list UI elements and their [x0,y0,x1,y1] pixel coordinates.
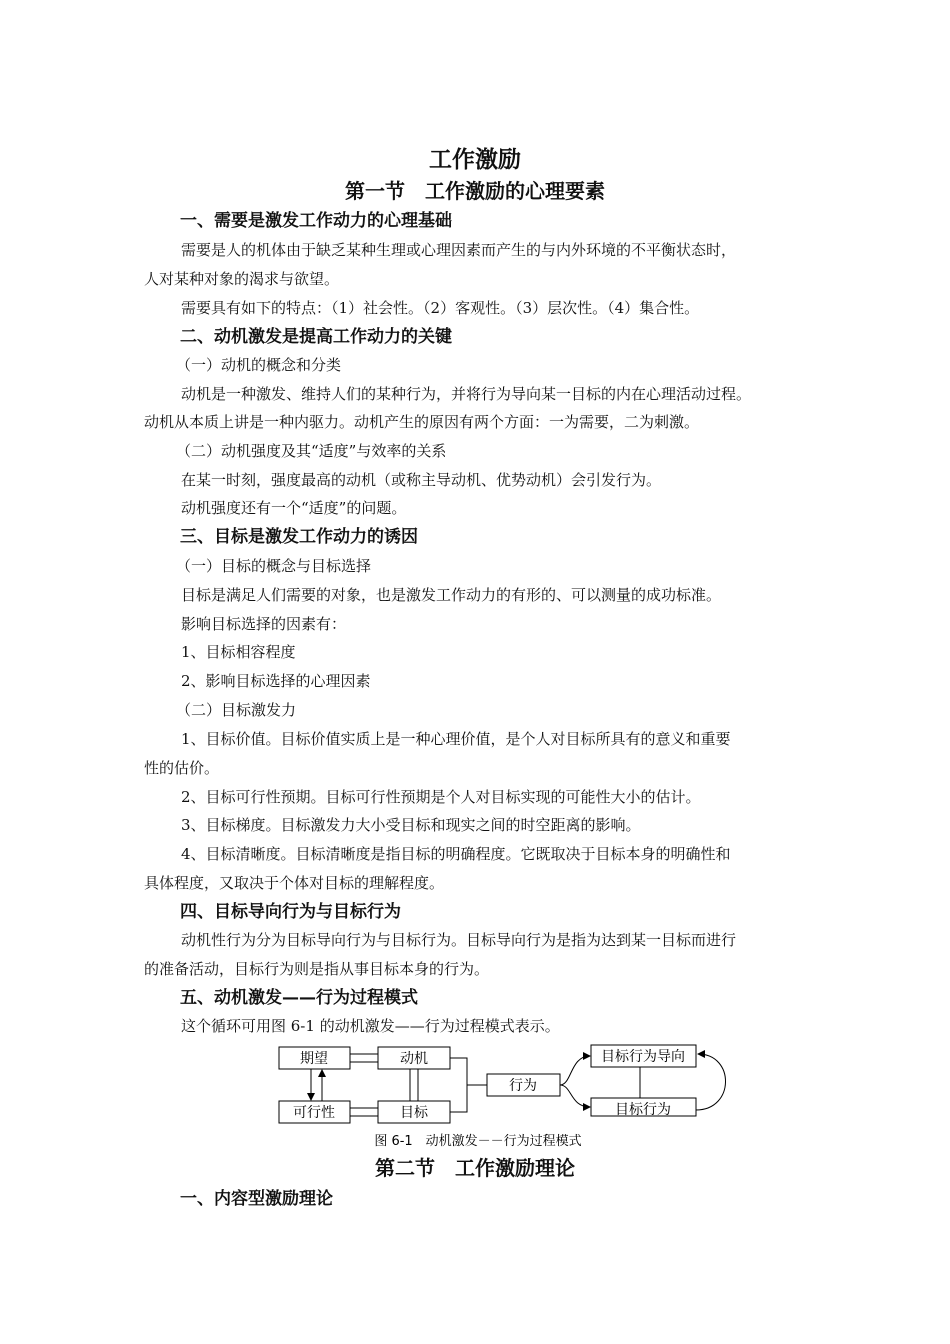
box-motive [378,1047,450,1069]
paragraph-8: 1、目标相容程度 [181,643,296,661]
paragraph-13-line-2: 具体程度，又取决于个体对目标的理解程度。 [144,874,445,892]
paragraph-12: 3、目标梯度。目标激发力大小受目标和现实之间的时空距离的影响。 [181,816,641,834]
heading-5: 五、动机激发——行为过程模式 [180,988,418,1008]
box-goal-behavior-label: 目标行为 [615,1102,671,1118]
paragraph-9: 2、影响目标选择的心理因素 [181,672,371,690]
box-expect [279,1047,350,1069]
paragraph-7: 影响目标选择的因素有： [181,615,347,633]
box-goal-directed [591,1045,696,1067]
section-2-title: 第二节 工作激励理论 [375,1156,575,1180]
box-motive-label: 动机 [400,1051,428,1067]
document-title: 工作激励 [429,147,521,173]
box-behavior [487,1074,560,1096]
box-feasible [279,1101,350,1123]
paragraph-3-line-1: 动机是一种激发、维持人们的某种行为，并将行为导向某一目标的内在心理活动过程。 [181,385,752,403]
heading-6: 一、内容型激励理论 [180,1189,333,1209]
subheading-4: （二）目标激发力 [176,701,297,719]
paragraph-6: 目标是满足人们需要的对象，也是激发工作动力的有形的、可以测量的成功标准。 [181,586,722,604]
paragraph-14-line-1: 动机性行为分为目标导向行为与目标行为。目标导向行为是指为达到某一目标而进行 [181,931,737,949]
paragraph-10-line-2: 性的估价。 [144,759,220,777]
paragraph-4: 在某一时刻，强度最高的动机（或称主导动机、优势动机）会引发行为。 [181,471,662,489]
paragraph-15: 这个循环可用图 6-1 的动机激发——行为过程模式表示。 [181,1017,560,1035]
box-behavior-label: 行为 [509,1078,537,1094]
paragraph-3-line-2: 动机从本质上讲是一种内驱力。动机产生的原因有两个方面：一为需要，二为刺激。 [144,413,700,431]
heading-2: 二、动机激发是提高工作动力的关键 [180,327,452,347]
box-goal-behavior [591,1098,696,1116]
subheading-2: （二）动机强度及其“适度”与效率的关系 [176,442,447,460]
subheading-3: （一）目标的概念与目标选择 [176,557,372,575]
paragraph-5: 动机强度还有一个“适度”的问题。 [181,499,407,517]
box-expect-label: 期望 [300,1051,328,1067]
paragraph-10-line-1: 1、目标价值。目标价值实质上是一种心理价值，是个人对目标所具有的意义和重要 [181,730,731,748]
paragraph-1-line-2: 人对某种对象的渴求与欲望。 [144,270,340,288]
heading-1: 一、需要是激发工作动力的心理基础 [180,211,452,231]
figure-caption: 图 6-1 动机激发－－行为过程模式 [374,1134,582,1149]
box-goal-directed-label: 目标行为导向 [601,1049,685,1065]
box-goal [378,1101,450,1123]
heading-4: 四、目标导向行为与目标行为 [180,902,401,922]
paragraph-1-line-1: 需要是人的机体由于缺乏某种生理或心理因素而产生的与内外环境的不平衡状态时， [181,241,737,259]
box-goal-label: 目标 [400,1105,428,1121]
paragraph-13-line-1: 4、目标清晰度。目标清晰度是指目标的明确程度。它既取决于目标本身的明确性和 [181,845,731,863]
paragraph-14-line-2: 的准备活动，目标行为则是指从事目标本身的行为。 [144,960,490,978]
paragraph-11: 2、目标可行性预期。目标可行性预期是个人对目标实现的可能性大小的估计。 [181,788,701,806]
subheading-1: （一）动机的概念和分类 [176,356,342,374]
heading-3: 三、目标是激发工作动力的诱因 [180,527,418,547]
paragraph-2: 需要具有如下的特点：（1）社会性。（2）客观性。（3）层次性。（4）集合性。 [181,299,700,317]
box-feasible-label: 可行性 [293,1105,335,1121]
section-1-title: 第一节 工作激励的心理要素 [345,179,605,203]
